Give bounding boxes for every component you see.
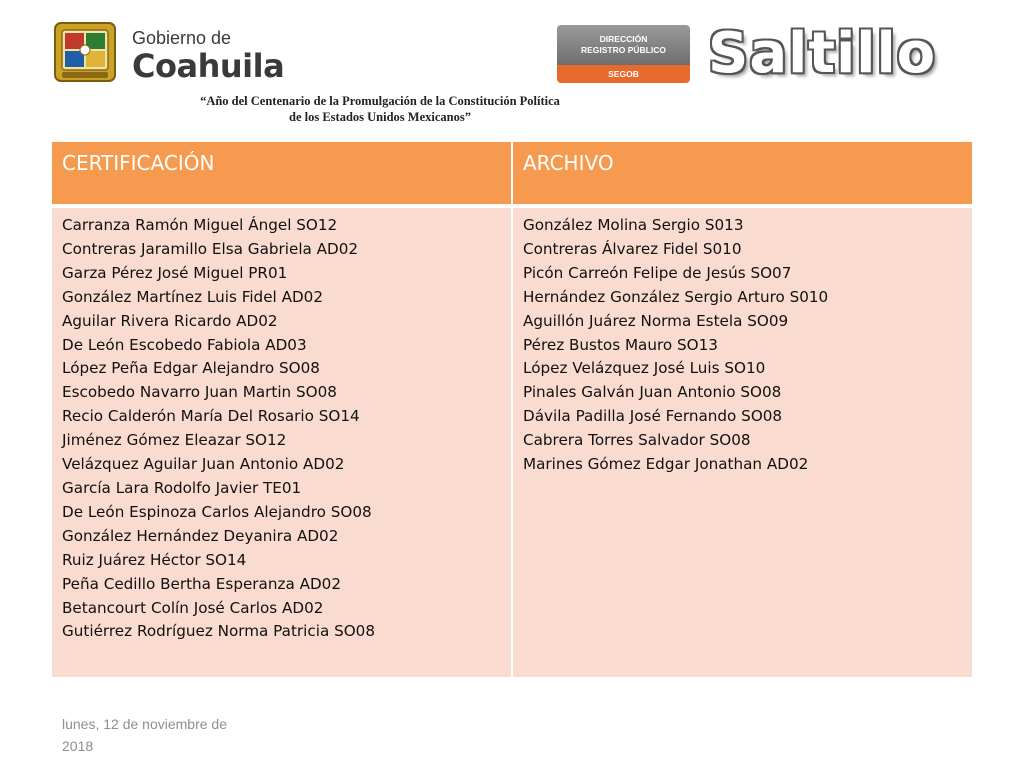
list-item: Garza Pérez José Miguel PR01 (62, 263, 288, 282)
list-item: Hernández González Sergio Arturo S010 (523, 287, 829, 306)
government-logo-text (132, 28, 284, 84)
coat-of-arms-icon (54, 22, 116, 82)
gov-top-text: Gobierno de (132, 28, 232, 48)
list-item: Aguilar Rivera Ricardo AD02 (62, 311, 278, 330)
certificacion-cell (52, 208, 512, 677)
city-title: Saltillo (708, 21, 937, 86)
badge-bottom: SEGOB (557, 65, 690, 83)
badge-line2: REGISTRO PÚBLICO (580, 45, 666, 55)
list-item: Ruiz Juárez Héctor SO14 (62, 550, 247, 569)
list-item: Dávila Padilla José Fernando SO08 (523, 407, 783, 426)
list-item: Jiménez Gómez Eleazar SO12 (62, 431, 287, 450)
col-header-certificacion: CERTIFICACIÓN (52, 142, 512, 204)
gov-main-text: Coahuila (132, 47, 285, 85)
list-item: Pérez Bustos Mauro SO13 (523, 335, 718, 354)
list-item: González Hernández Deyanira AD02 (62, 526, 339, 545)
list-item: López Velázquez José Luis SO10 (523, 359, 766, 378)
list-item: Escobedo Navarro Juan Martin SO08 (62, 383, 337, 402)
motto-line1: “Año del Centenario de la Promulgación de la Constitución Política (200, 94, 560, 108)
list-item: Pinales Galván Juan Antonio SO08 (523, 383, 782, 402)
archivo-cell (512, 208, 972, 677)
list-item: Picón Carreón Felipe de Jesús SO07 (523, 263, 792, 282)
list-item: Contreras Jaramillo Elsa Gabriela AD02 (62, 239, 359, 258)
list-item: García Lara Rodolfo Javier TE01 (62, 478, 302, 497)
list-item: Cabrera Torres Salvador SO08 (523, 431, 751, 450)
list-item: Gutiérrez Rodríguez Norma Patricia SO08 (62, 622, 376, 641)
list-item: Carranza Ramón Miguel Ángel SO12 (62, 216, 338, 234)
list-item: Betancourt Colín José Carlos AD02 (62, 598, 324, 617)
slide-date: lunes, 12 de noviembre de 2018 (62, 716, 227, 754)
list-item: González Molina Sergio S013 (523, 216, 744, 234)
list-item: González Martínez Luis Fidel AD02 (62, 287, 323, 306)
col-header-archivo: ARCHIVO (512, 142, 972, 204)
list-item: De León Espinoza Carlos Alejandro SO08 (62, 502, 372, 521)
table-body-row (52, 208, 972, 677)
personnel-table (52, 142, 972, 677)
badge-top (557, 25, 690, 65)
registro-publico-badge (557, 25, 690, 83)
list-item: Contreras Álvarez Fidel S010 (523, 239, 742, 258)
list-item: López Peña Edgar Alejandro SO08 (62, 359, 320, 378)
badge-line1: DIRECCIÓN (599, 34, 648, 44)
list-item: Marines Gómez Edgar Jonathan AD02 (523, 455, 809, 474)
motto (150, 93, 610, 125)
motto-line2: de los Estados Unidos Mexicanos” (289, 110, 471, 124)
list-item: Recio Calderón María Del Rosario SO14 (62, 407, 360, 426)
table-header-row (52, 142, 972, 204)
list-item: Velázquez Aguilar Juan Antonio AD02 (62, 455, 345, 474)
list-item: Aguillón Juárez Norma Estela SO09 (523, 311, 789, 330)
list-item: De León Escobedo Fabiola AD03 (62, 335, 307, 354)
list-item: Peña Cedillo Bertha Esperanza AD02 (62, 574, 341, 593)
